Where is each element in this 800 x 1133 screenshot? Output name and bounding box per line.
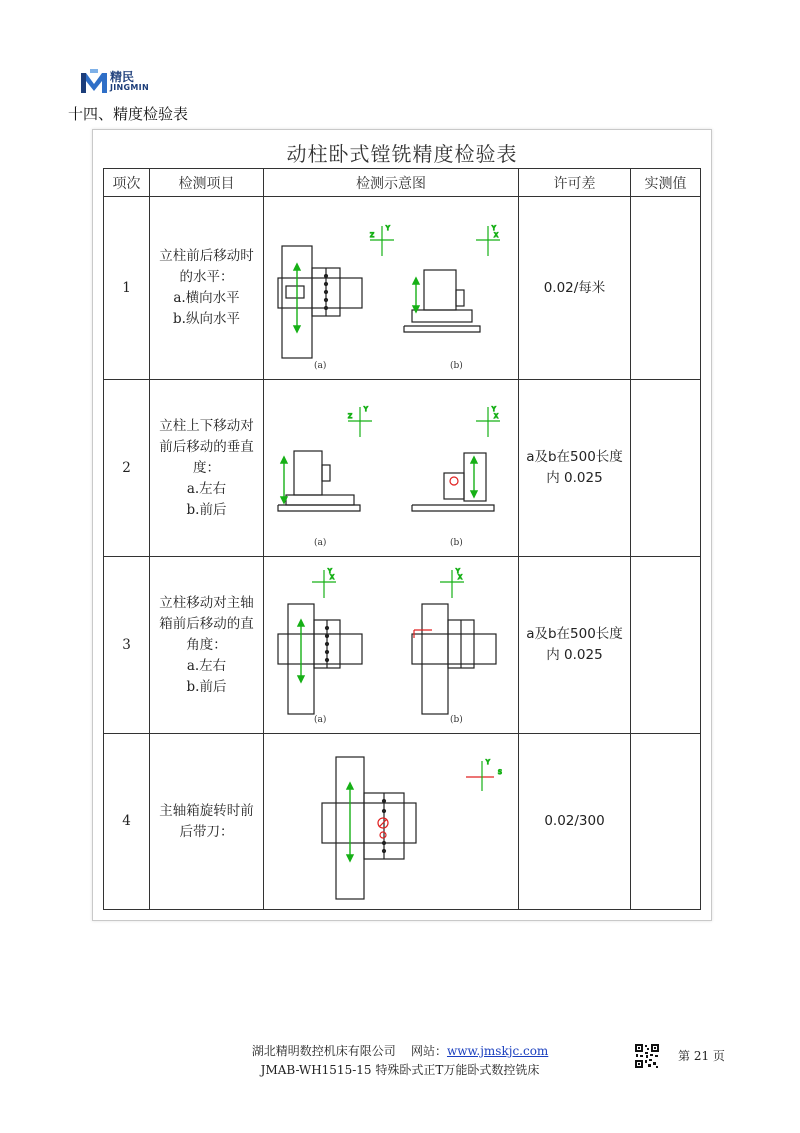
tolerance-line: 0.02/每米 <box>543 279 606 296</box>
item-line: 立柱上下移动对 <box>159 417 254 434</box>
inspection-item <box>150 197 264 380</box>
column-front-view <box>278 451 360 511</box>
actual-value-cell[interactable] <box>631 380 701 557</box>
column-front-view <box>278 246 362 358</box>
svg-text:Y: Y <box>456 567 460 575</box>
row-number: 3 <box>104 557 150 734</box>
item-line: b.纵向水平 <box>173 311 240 327</box>
table-row <box>104 197 701 380</box>
item-line: 后带刀： <box>179 823 234 840</box>
axis-cross-icon <box>312 568 464 598</box>
machine-front-view <box>322 757 416 899</box>
svg-text:Y: Y <box>492 405 496 413</box>
header-diagram: 检测示意图 <box>264 169 519 197</box>
row-number: 2 <box>104 380 150 557</box>
item-line: 主轴箱旋转时前 <box>159 802 254 819</box>
svg-text:Y: Y <box>486 758 490 766</box>
figure-label-b: (b) <box>450 714 463 725</box>
tolerance <box>519 197 631 380</box>
figure-label-a: (a) <box>314 714 327 725</box>
page-number: 第 21 页 <box>678 1049 725 1063</box>
item-line: a.横向水平 <box>173 290 240 306</box>
dial-indicator-icon <box>378 818 388 838</box>
actual-value-cell[interactable] <box>631 734 701 910</box>
table-row <box>104 557 701 734</box>
precision-inspection-table <box>103 168 701 910</box>
website-link[interactable]: www.jmskjc.com <box>446 1044 549 1058</box>
dial-indicator-icon <box>450 477 458 485</box>
company-name: 湖北精明数控机床有限公司 <box>251 1044 396 1058</box>
table-row <box>104 380 701 557</box>
item-line: 角度： <box>186 636 227 653</box>
tolerance-line: a及b在500长度 <box>526 449 623 465</box>
column-front-view <box>278 604 362 714</box>
item-line: 度： <box>193 459 220 476</box>
sheet-heading: 动柱卧式镗铣精度检验表 <box>286 142 518 166</box>
column-level-diagram <box>264 198 518 379</box>
tolerance <box>519 734 631 910</box>
header-tolerance: 许可差 <box>519 169 631 197</box>
table-header-row <box>104 169 701 197</box>
squareness-diagram <box>264 558 518 733</box>
item-line: a.左右 <box>186 480 227 497</box>
company-logo <box>80 66 160 98</box>
item-line: 立柱前后移动时 <box>159 248 254 264</box>
svg-text:Y: Y <box>364 405 368 413</box>
tolerance-line: a及b在500长度 <box>526 626 623 642</box>
diagram-cell <box>264 557 519 734</box>
row-number: 1 <box>104 197 150 380</box>
svg-text:X: X <box>494 412 499 420</box>
motion-arrow-icon <box>347 783 353 861</box>
tolerance <box>519 380 631 557</box>
svg-text:Y: Y <box>386 224 390 232</box>
inspection-sheet <box>92 129 712 921</box>
jingmin-logo-icon <box>80 68 108 96</box>
axis-cross-icon <box>348 406 500 437</box>
svg-text:X: X <box>458 573 463 581</box>
header-item: 检测项目 <box>150 169 264 197</box>
svg-text:Z: Z <box>348 412 353 420</box>
figure-label-b: (b) <box>450 537 463 548</box>
svg-text:X: X <box>330 573 335 581</box>
inspection-item <box>150 380 264 557</box>
logo-chinese-text: 精民 <box>110 70 135 84</box>
item-line: 立柱移动对主轴 <box>159 594 254 611</box>
figure-label-a: (a) <box>314 537 327 548</box>
inspection-item <box>150 734 264 910</box>
figure-label-a: (a) <box>314 360 327 371</box>
spindle-rotation-diagram <box>264 735 518 909</box>
figure-label-b: (b) <box>450 360 463 371</box>
motion-arrow-icon <box>413 278 419 312</box>
svg-text:Y: Y <box>492 224 496 232</box>
svg-text:Z: Z <box>370 231 375 239</box>
actual-value-cell[interactable] <box>631 557 701 734</box>
tolerance-line: 内 0.025 <box>546 470 603 486</box>
svg-text:Y: Y <box>328 567 332 575</box>
motion-arrow-icon <box>471 457 477 497</box>
item-line: 的水平： <box>179 269 234 285</box>
diagram-cell <box>264 197 519 380</box>
section-title: 十四、精度检验表 <box>68 105 189 123</box>
header-actual: 实测值 <box>631 169 701 197</box>
svg-text:S: S <box>498 768 502 776</box>
inspection-item <box>150 557 264 734</box>
row-number: 4 <box>104 734 150 910</box>
item-line: a.左右 <box>186 657 227 674</box>
website-label: 网站： <box>410 1044 447 1058</box>
svg-text:X: X <box>494 231 499 239</box>
actual-value-cell[interactable] <box>631 197 701 380</box>
axis-cross-icon <box>466 759 502 791</box>
column-side-view <box>412 453 494 511</box>
item-line: b.前后 <box>186 678 227 695</box>
diagram-cell <box>264 734 519 910</box>
tolerance-line: 内 0.025 <box>546 647 603 663</box>
table-row <box>104 734 701 910</box>
motion-arrow-icon <box>298 620 304 682</box>
tolerance <box>519 557 631 734</box>
axis-cross-icon <box>370 225 500 256</box>
perpendicularity-diagram <box>264 381 518 556</box>
item-line: b.前后 <box>186 501 227 518</box>
logo-english-text: JINGMIN <box>110 83 149 92</box>
diagram-cell <box>264 380 519 557</box>
header-no: 项次 <box>104 169 150 197</box>
item-line: 箱前后移动的直 <box>159 615 254 632</box>
column-side-view <box>412 604 496 714</box>
tolerance-line: 0.02/300 <box>544 813 605 829</box>
footer-model-line: JMAB-WH1515-15 特殊卧式正T万能卧式数控铣床 <box>260 1063 540 1077</box>
item-line: 前后移动的垂直 <box>159 438 254 455</box>
qr-code-icon <box>634 1043 660 1069</box>
